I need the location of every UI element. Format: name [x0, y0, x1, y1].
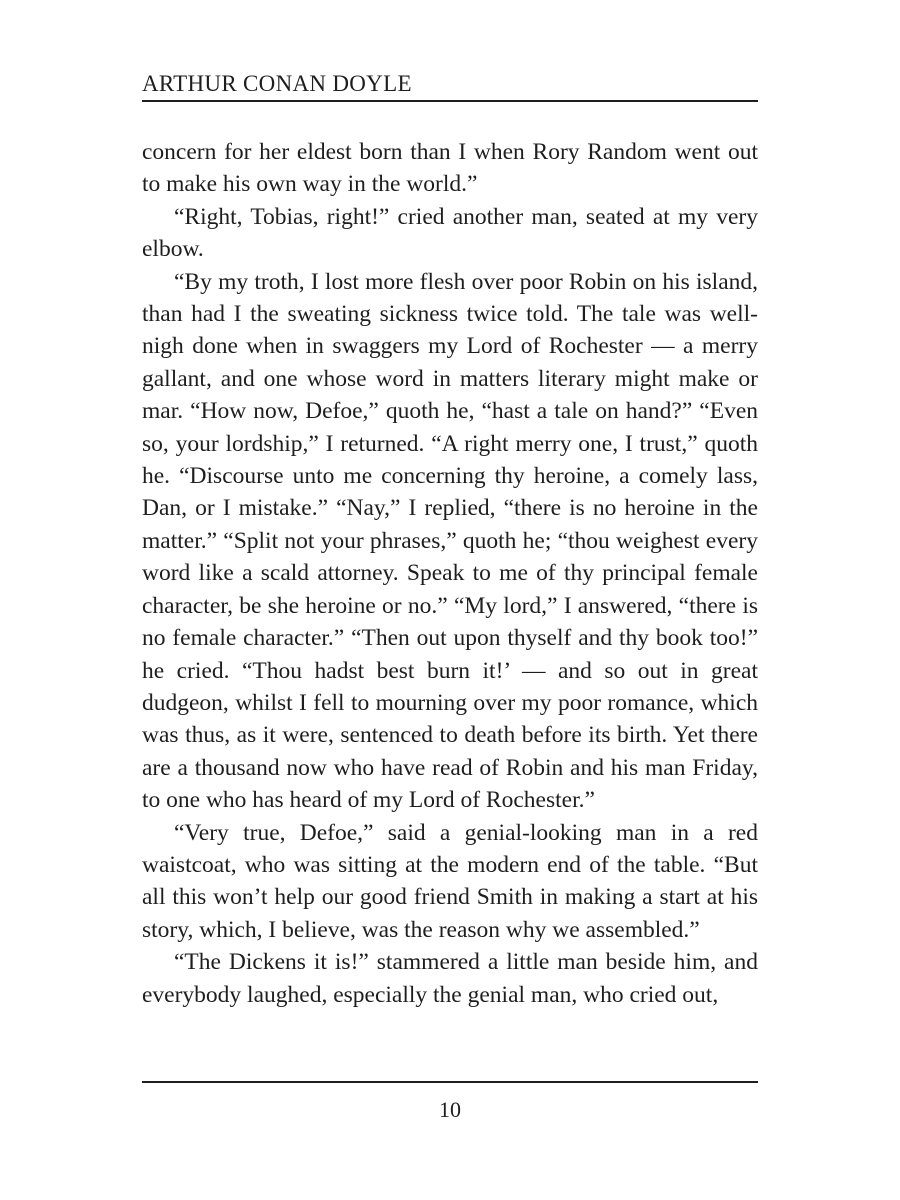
paragraph: “Right, Tobias, right!” cried another man, seated at my very elbow.: [142, 203, 758, 263]
page-number: 10: [439, 1097, 461, 1122]
paragraph: “Very true, Defoe,” said a genial-looking man in a red waistcoat, who was sitting at the modern end of the table. “But all this won’t help our good friend Smith in making a start at his story, which, I believe, was the reason why we assembled.”: [142, 819, 758, 943]
paragraph: “By my troth, I lost more flesh over poor Robin on his island, than had I the sweating sickness twice told. The tale was well-nigh done when in swaggers my Lord of Rochester — a merry gallant, and one whose word in matters literary might make or mar. “How now, Defoe,” quoth he, “hast a tale on hand?” “Even so, your lordship,” I returned. “A right merry one, I trust,” quoth he. “Discourse unto me concerning thy heroine, a comely lass, Dan, or I mistake.” “Nay,” I replied, “there is no heroine in the matter.” “Split not your phrases,” quoth he; “thou weighest every word like a scald attorney. Speak to me of thy principal female character, be she heroine or no.” “My lord,” I answered, “there is no female character.” “Then out upon thyself and thy book too!” he cried. “Thou hadst best burn it!’ — and so out in great dudgeon, whilst I fell to mourning over my poor romance, which was thus, as it were, sentenced to death before its birth. Yet there are a thousand now who have read of Robin and his man Friday, to one who has heard of my Lord of Rochester.”: [142, 268, 758, 814]
header-rule: [142, 100, 758, 102]
paragraph-continued: concern for her eldest born than I when Rory Random went out to make his own way in the world.”: [142, 139, 758, 198]
footer-rule: [142, 1081, 758, 1083]
running-header: ARTHUR CONAN DOYLE: [142, 71, 412, 96]
body-text: [142, 136, 758, 1011]
paragraph: “The Dickens it is!” stammered a little man beside him, and everybody laughed, especially the genial man, who cried out,: [142, 949, 758, 1008]
